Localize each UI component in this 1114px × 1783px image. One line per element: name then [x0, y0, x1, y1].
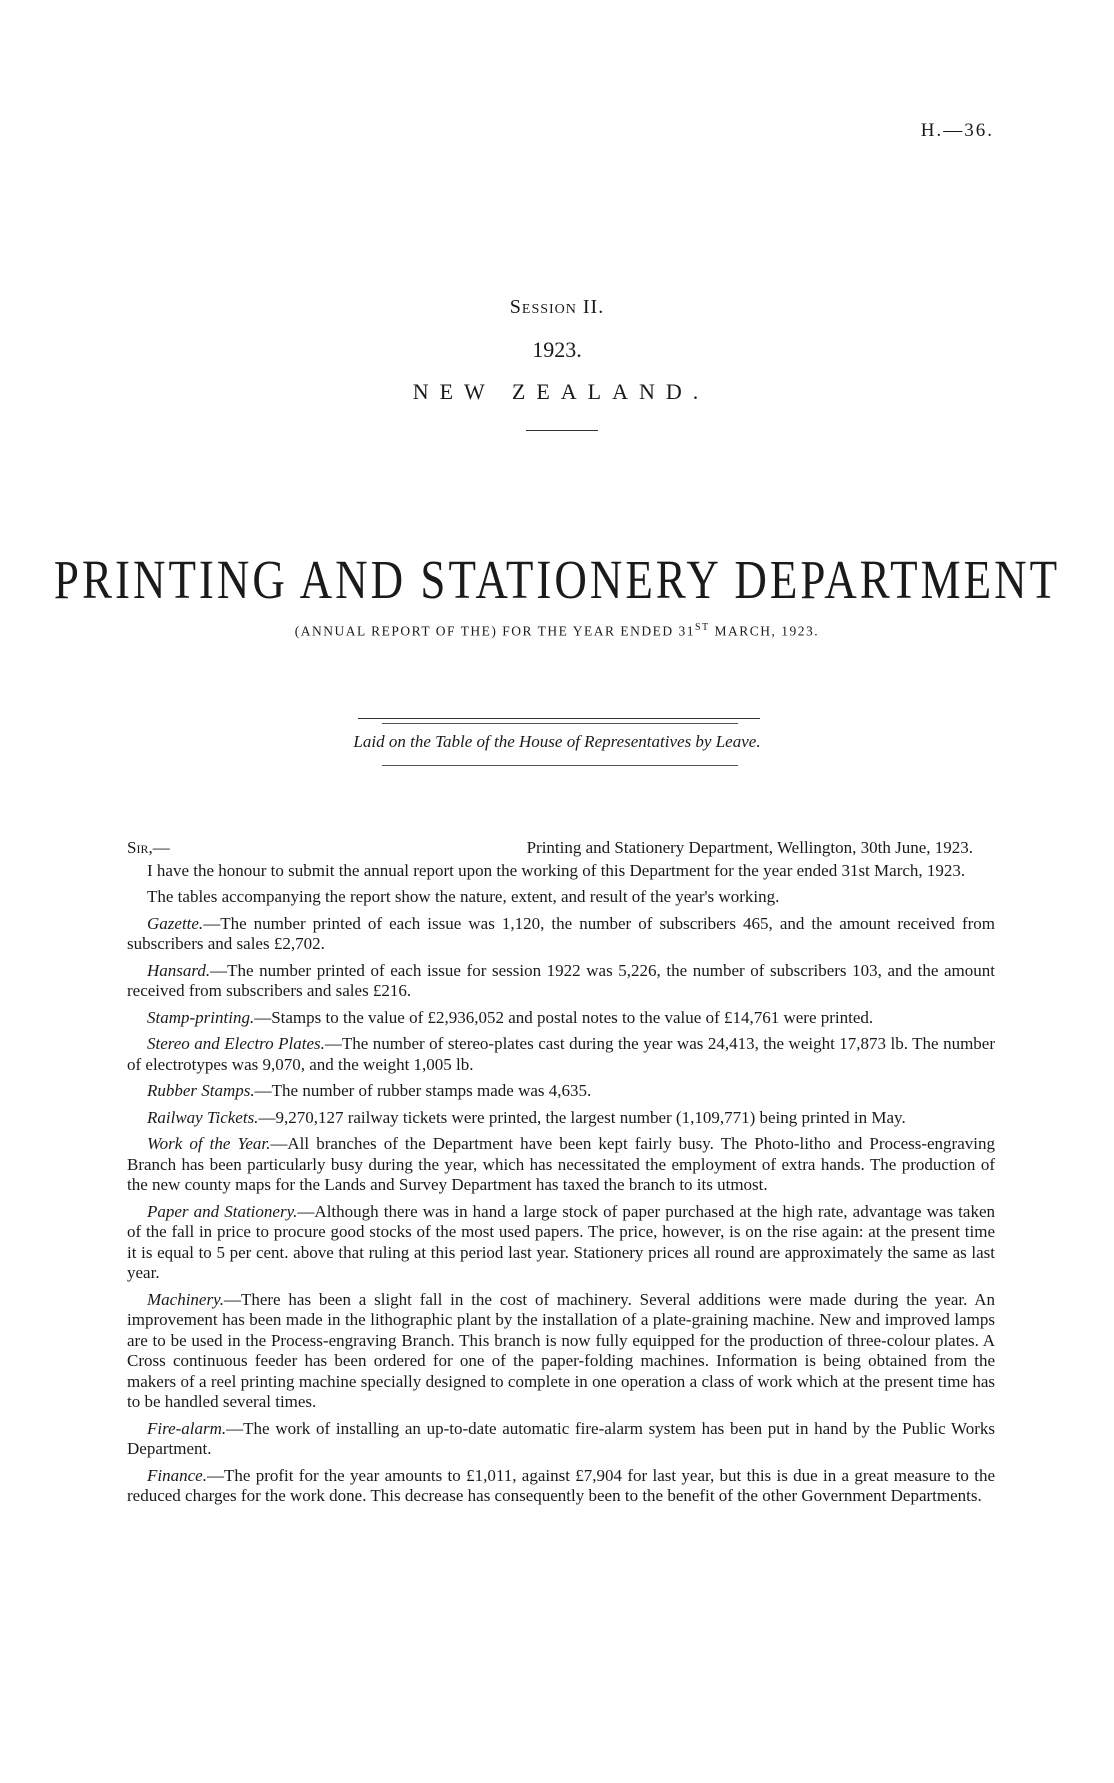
- paragraph-heading: Railway Tickets.: [147, 1107, 259, 1127]
- paragraph-heading: Rubber Stamps.: [147, 1081, 255, 1100]
- paragraph-text: The tables accompanying the report show the nature, extent, and result of the year's working.: [147, 887, 780, 906]
- paragraph: [127, 1202, 995, 1284]
- paragraph-heading: Paper and Stationery.: [147, 1201, 298, 1221]
- paragraph: [127, 1134, 995, 1196]
- paragraph: [127, 1034, 995, 1075]
- paragraph-text: —The number printed of each issue for session 1922 was 5,226, the number of subscribers 103, and the amount received from subscribers and sales £216.: [127, 960, 995, 1000]
- paragraph-text: —The number of stereo-plates cast during the year was 24,413, the weight 17,873 lb. The number of electrotypes was 9,070, and the weight 1,005 lb.: [127, 1034, 995, 1074]
- session-label: Session II.: [509, 296, 605, 318]
- paragraph-heading: Hansard.: [147, 960, 211, 980]
- laid-on-table-note: Laid on the Table of the House of Representatives by Leave.: [353, 732, 761, 751]
- title-rule-upper-thin: [382, 723, 738, 724]
- report-title: PRINTING AND STATIONERY DEPARTMENT: [53, 549, 1061, 611]
- paragraph-text: —9,270,127 railway tickets were printed, the largest number (1,109,771) being printed in May.: [258, 1107, 906, 1127]
- header-rule: [526, 430, 598, 431]
- subtitle-ordinal: ST: [695, 622, 710, 633]
- paragraph: [127, 1081, 995, 1102]
- paragraph-list: [127, 861, 995, 1507]
- dateline: Printing and Stationery Department, Wellington, 30th June, 1923.: [526, 838, 973, 857]
- paragraph: [127, 887, 995, 908]
- title-rule-lower: [382, 765, 738, 766]
- paragraph-heading: Fire-alarm.: [147, 1418, 227, 1438]
- paragraph-text: I have the honour to submit the annual report upon the working of this Department for the year ended 31st March, 1923.: [147, 860, 966, 880]
- paragraph: [127, 1290, 995, 1413]
- paragraph-text: —The work of installing an up-to-date automatic fire-alarm system has been put in hand by the Public Works Department.: [127, 1418, 995, 1458]
- subtitle-main: (ANNUAL REPORT OF THE) FOR THE YEAR ENDED 31: [294, 623, 695, 639]
- paragraph-heading: Finance.: [147, 1465, 207, 1485]
- paragraph-text: —The profit for the year amounts to £1,011, against £7,904 for last year, but this is due in a great measure to the reduced charges for the work done. This decrease has consequently been to the benefit of the other Government Departments.: [127, 1465, 995, 1505]
- letter-body: [127, 838, 995, 1513]
- paragraph-heading: Stamp-printing.: [147, 1007, 255, 1027]
- paragraph: [127, 914, 995, 955]
- paragraph: [127, 961, 995, 1002]
- paragraph-text: —Stamps to the value of £2,936,052 and postal notes to the value of £14,761 were printed.: [254, 1007, 874, 1027]
- paragraph: [127, 1419, 995, 1460]
- paragraph: [127, 1108, 995, 1129]
- paragraph: [127, 1008, 995, 1029]
- paragraph-text: —The number of rubber stamps made was 4,635.: [254, 1081, 592, 1100]
- paragraph-text: —There has been a slight fall in the cost of machinery. Several additions were made during the year. An improvement has been made in the lithographic plant by the installation of a plate-graining machine. New and improved lamps are to be used in the Process-engraving Branch. This branch is now fully equipped for the production of three-colour plates. A Cross continuous feeder has been ordered for one of the paper-folding machines. Information is being obtained from the makers of a reel printing machine specially designed to complete in one operation a class of work which at the present time has to be handled several times.: [127, 1289, 995, 1411]
- year-label: 1923.: [532, 337, 582, 362]
- paragraph-heading: Machinery.: [147, 1289, 224, 1309]
- paragraph-text: —The number printed of each issue was 1,120, the number of subscribers 465, and the amount received from subscribers and sales £2,702.: [127, 913, 995, 953]
- country-label: NEW ZEALAND.: [412, 379, 710, 404]
- paragraph-heading: Work of the Year.: [147, 1134, 271, 1153]
- page-reference: H.—36.: [920, 120, 994, 141]
- salutation: Sir,—: [127, 838, 170, 857]
- salutation-line: [127, 838, 995, 859]
- report-subtitle: [0, 622, 1114, 640]
- paragraph-heading: Stereo and Electro Plates.: [147, 1034, 325, 1053]
- paragraph-text: —Although there was in hand a large stock of paper purchased at the high rate, advantage was taken of the fall in price to procure good stocks of the most used papers. The price, however, is on the rise again: at the present time it is equal to 5 per cent. above that ruling at this period last year. Stationery prices all round are approximately the same as last year.: [127, 1201, 995, 1282]
- paragraph: [127, 1466, 995, 1507]
- subtitle-end: MARCH, 1923.: [709, 623, 820, 639]
- paragraph-heading: Gazette.: [147, 913, 204, 933]
- title-rule-upper: [358, 718, 760, 719]
- paragraph: [127, 861, 995, 882]
- paragraph-text: —All branches of the Department have been kept fairly busy. The Photo-litho and Process-engraving Branch has been particularly busy during the year, which has necessitated the employment of extra hands. The production of the new county maps for the Lands and Survey Department has taxed the branch to its utmost.: [127, 1134, 995, 1194]
